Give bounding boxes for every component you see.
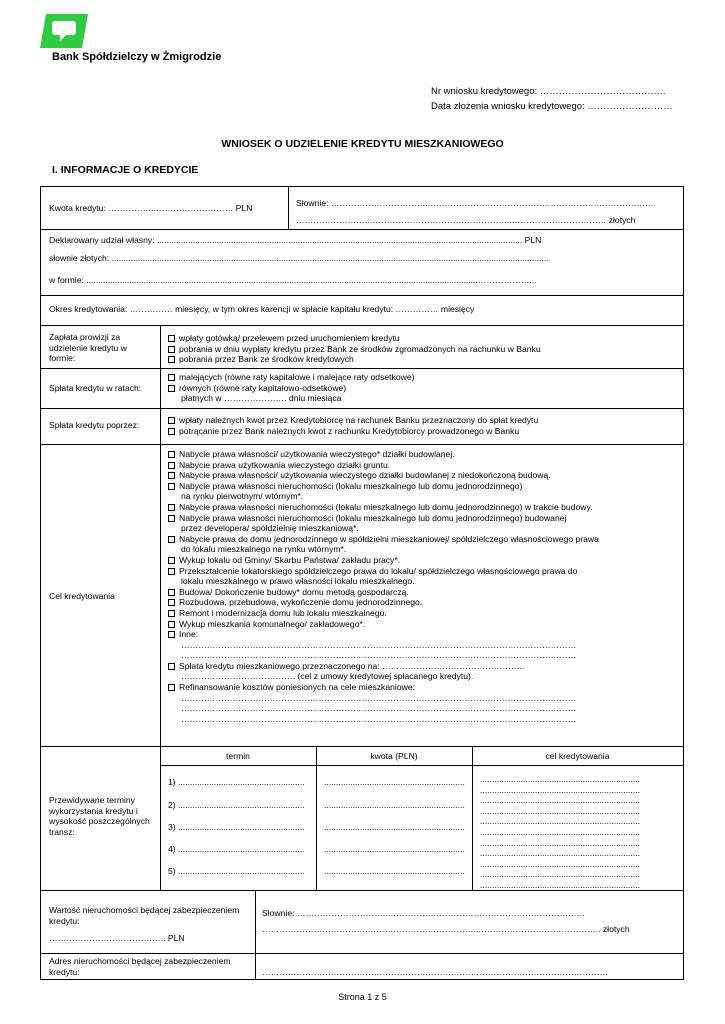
checkbox-icon[interactable] <box>168 374 175 381</box>
tranche-term-5[interactable]: 5) ..................................................... <box>168 866 305 876</box>
application-date[interactable]: Data złożenia wniosku kredytowego: ……………………… <box>431 101 673 112</box>
tranche-purpose-line[interactable]: ................................................................... <box>480 869 640 880</box>
checkbox-icon[interactable] <box>168 536 175 543</box>
purpose-line[interactable]: Nabycie prawa własności/ użytkowania wieczystego* działki budowlanej. <box>168 449 599 460</box>
tranche-purpose-line[interactable]: ................................................................... <box>480 816 640 827</box>
loan-amount-words-line2[interactable]: ……………………..…………………………………………..…………………………… złotych <box>296 215 636 225</box>
purpose-line[interactable]: ………………………………………………………………………………………………………………………… <box>181 650 577 661</box>
tranche-amount-3[interactable]: ........................................................... <box>324 822 465 832</box>
bank-name: Bank Spółdzielczy w Żmigrodzie <box>52 51 222 63</box>
own-contribution-form[interactable]: w formie: ....................................................................................................................................................................………………... <box>49 275 537 285</box>
checkbox-icon[interactable] <box>168 385 175 392</box>
repayment-via-option-2[interactable]: potrącanie przez Bank należnych kwot z rachunku Kredytobiorcy prowadzonego w Banku <box>168 426 538 437</box>
purpose-line[interactable]: Remont i modernizacja domu lub lokalu mieszkalnego. <box>168 608 599 619</box>
purpose-line[interactable]: przez developera/ spółdzielnię mieszkaniową*. <box>181 523 359 534</box>
checkbox-icon[interactable] <box>168 621 175 628</box>
purpose-line[interactable]: Nabycie prawa użytkowania wieczystego działki gruntu. <box>168 460 599 471</box>
repayment-options <box>168 372 414 404</box>
purpose-line[interactable]: Budowa/ Dokończenie budowy* domu metodą gospodarczą. <box>168 587 599 598</box>
purpose-line[interactable]: lokalu mieszkalnego w prawo własności lokalu mieszkalnego. <box>181 576 415 587</box>
purpose-line[interactable]: Inne: <box>168 629 599 640</box>
own-contribution-field[interactable]: Deklarowany udział własny: ......................................................................................................................................................... PLN <box>49 235 542 245</box>
collateral-value-words-line2[interactable]: ……………………………….………………………………..…………………………………….. złotych <box>262 924 630 934</box>
purpose-line[interactable]: ………………………………………………………………………………………………………………………… <box>181 713 577 724</box>
checkbox-icon[interactable] <box>168 589 175 596</box>
document-title: WNIOSEK O UDZIELENIE KREDYTU MIESZKANIOWEGO <box>221 138 504 150</box>
commission-option-2[interactable]: pobrania w dniu wypłaty kredytu przez Bank ze środków zgromadzonych na rachunku w Banku <box>168 344 541 355</box>
tranche-term-1[interactable]: 1) ..................................................... <box>168 777 305 787</box>
collateral-value-amount[interactable]: ………………………………….. PLN <box>49 933 185 943</box>
commission-option-1[interactable]: wpłaty gotówką/ przelewem przed uruchomieniem kredytu <box>168 333 541 344</box>
purpose-line[interactable]: Przekształcenie lokatorskiego spółdzielczego prawa do lokalu/ spółdzielczego własnościowego prawa do <box>168 566 599 577</box>
checkbox-icon[interactable] <box>168 462 175 469</box>
bank-logo <box>40 14 88 48</box>
tranche-purpose-line[interactable]: ................................................................... <box>480 795 640 806</box>
tranche-purpose-line[interactable]: ................................................................... <box>480 774 640 784</box>
own-contribution-words[interactable]: słownie złotych: ....................................................................................................................................................................................... <box>49 253 549 263</box>
collateral-value-label: Wartość nieruchomości będącej zabezpieczeniem kredytu: <box>49 905 240 926</box>
col-amount-header: kwota (PLN) <box>370 751 418 761</box>
tranche-term-3[interactable]: 3) ..................................................... <box>168 822 305 832</box>
credit-period-field[interactable]: Okres kredytowania: …………… miesięcy, w tym okres karencji w spłacie kapitału kredytu: …………… miesięcy <box>49 304 475 314</box>
col-term-header: termin <box>226 751 250 761</box>
checkbox-icon[interactable] <box>168 663 175 670</box>
tranche-purpose-line[interactable]: ................................................................... <box>480 848 640 859</box>
credit-info-form <box>40 186 684 980</box>
repayment-label: Spłata kredytu w ratach: <box>49 383 142 393</box>
purpose-line[interactable]: Spłata kredytu mieszkaniowego przeznaczonego na: ………………………………………….. <box>168 661 599 672</box>
tranche-term-4[interactable]: 4) ..................................................... <box>168 844 305 854</box>
purpose-line[interactable]: Refinansowanie kosztów poniesionych na cele mieszkaniowe: <box>168 682 599 693</box>
repayment-option-decreasing[interactable]: malejących (równe raty kapitałowe i malejące raty odsetkowe) <box>168 372 414 383</box>
tranche-amount-2[interactable]: ........................................................... <box>324 800 465 810</box>
checkbox-icon[interactable] <box>168 610 175 617</box>
purpose-line[interactable]: na rynku pierwotnym/ wtórnym*. <box>181 491 304 502</box>
tranche-purpose-line[interactable]: ................................................................... <box>480 784 640 795</box>
purpose-line[interactable]: Nabycie prawa własności nieruchomości (lokalu mieszkalnego lub domu jednorodzinnego) budowanej <box>168 513 599 524</box>
collateral-address-field[interactable]: ………………………………………………………….……………………………………………… <box>262 967 609 977</box>
collateral-value-words-line1[interactable]: Słownie: …………………………..…………………………………………………………… <box>262 908 586 918</box>
purpose-line[interactable]: …………………………………. (cel z umowy kredytowej spłacanego kredytu). <box>181 671 474 682</box>
tranche-amount-1[interactable]: ........................................................... <box>324 777 465 787</box>
purpose-line[interactable]: Wykup lokalu od Gminy/ Skarbu Państwa/ zakładu pracy*. <box>168 555 599 566</box>
application-number[interactable]: Nr wniosku kredytowego: ……………………………….… <box>431 86 666 97</box>
commission-label: Zapłata prowizji za udzielenie kredytu w formie: <box>49 332 127 364</box>
tranche-purpose-line[interactable]: ................................................................... <box>480 837 640 848</box>
purpose-line[interactable]: Nabycie prawa własności/ użytkowania wieczystego działki budowlanej z niedokończoną budową. <box>168 470 599 481</box>
tranche-purpose-line[interactable]: ................................................................... <box>480 880 640 890</box>
repayment-option-equal[interactable]: równych (równe raty kapitałowo-odsetkowe) <box>168 383 414 394</box>
checkbox-icon[interactable] <box>168 428 175 435</box>
checkbox-icon[interactable] <box>168 335 175 342</box>
loan-amount-field[interactable]: Kwota kredytu: ……………..……………………… PLN <box>49 203 253 213</box>
purpose-line[interactable]: Nabycie prawa do domu jednorodzinnego w spółdzielni mieszkaniowej/ spółdzielczego własnościowego prawa <box>168 534 599 545</box>
purpose-label: Cel kredytowania <box>49 591 115 601</box>
checkbox-icon[interactable] <box>168 483 175 490</box>
tranches-label: Przewidywane terminy wykorzystania kredytu i wysokość poszczególnych transz: <box>49 795 150 837</box>
purpose-line[interactable]: Nabycie prawa własności nieruchomości (lokalu mieszkalnego lub domu jednorodzinnego) <box>168 481 599 492</box>
purpose-line[interactable]: Wykup mieszkania komunalnego/ zakładowego*. <box>168 619 599 630</box>
collateral-address-label: Adres nieruchomości będącej zabezpieczeniem kredytu: <box>49 956 231 977</box>
tranche-purpose-line[interactable]: ................................................................... <box>480 827 640 837</box>
purpose-line[interactable]: ………………………………………………………………………………………………………………………… <box>181 639 577 650</box>
checkbox-icon[interactable] <box>168 356 175 363</box>
repayment-via-option-1[interactable]: wpłaty należnych kwot przez Kredytobiorcę na rachunek Banku przeznaczony do spłat kredytu <box>168 415 538 426</box>
tranche-purpose-line[interactable]: ................................................................... <box>480 858 640 869</box>
commission-option-3[interactable]: pobrania przez Bank ze środków kredytowych <box>168 354 541 365</box>
repayment-via-label: Spłata kredytu poprzez: <box>49 420 140 430</box>
purpose-line[interactable]: do lokalu mieszkalnego na rynku wtórnym*. <box>181 544 347 555</box>
col-purpose-header: cel kredytowania <box>545 751 610 761</box>
tranche-amount-4[interactable]: ........................................................... <box>324 844 465 854</box>
checkbox-icon[interactable] <box>168 504 175 511</box>
checkbox-icon[interactable] <box>168 515 175 522</box>
purpose-line[interactable]: Nabycie prawa własności nieruchomości (lokalu mieszkalnego lub domu jednorodzinnego) w trakcie budowy. <box>168 502 599 513</box>
section-title: I. INFORMACJE O KREDYCIE <box>52 164 199 176</box>
tranche-amount-5[interactable]: ........................................................... <box>324 866 465 876</box>
checkbox-icon[interactable] <box>168 684 175 691</box>
purpose-line[interactable]: ………………………………………………………………………………………………………………………… <box>181 692 577 703</box>
purpose-line[interactable]: ………………………………………………………………………………………………………………………… <box>181 703 577 714</box>
purpose-line[interactable]: Rozbudowa, przebudowa, wykończenie domu jednorodzinnego. <box>168 597 599 608</box>
checkbox-icon[interactable] <box>168 568 175 575</box>
checkbox-icon[interactable] <box>168 631 175 638</box>
checkbox-icon[interactable] <box>168 472 175 479</box>
tranche-term-2[interactable]: 2) ..................................................... <box>168 800 305 810</box>
purpose-options <box>168 449 599 724</box>
commission-options <box>168 333 541 365</box>
tranche-purpose-line[interactable]: ................................................................... <box>480 805 640 816</box>
checkbox-icon[interactable] <box>168 599 175 606</box>
loan-amount-words-line1[interactable]: Słownie: ……………………………..…………………………………………………………………… <box>296 198 654 208</box>
checkbox-icon[interactable] <box>168 346 175 353</box>
page-number: Strona 1 z 5 <box>338 992 387 1002</box>
repayment-day-field[interactable]: płatnych w …………………. dniu miesiąca <box>181 393 342 404</box>
repayment-via-options <box>168 415 538 436</box>
checkbox-icon[interactable] <box>168 417 175 424</box>
checkbox-icon[interactable] <box>168 451 175 458</box>
checkbox-icon[interactable] <box>168 557 175 564</box>
